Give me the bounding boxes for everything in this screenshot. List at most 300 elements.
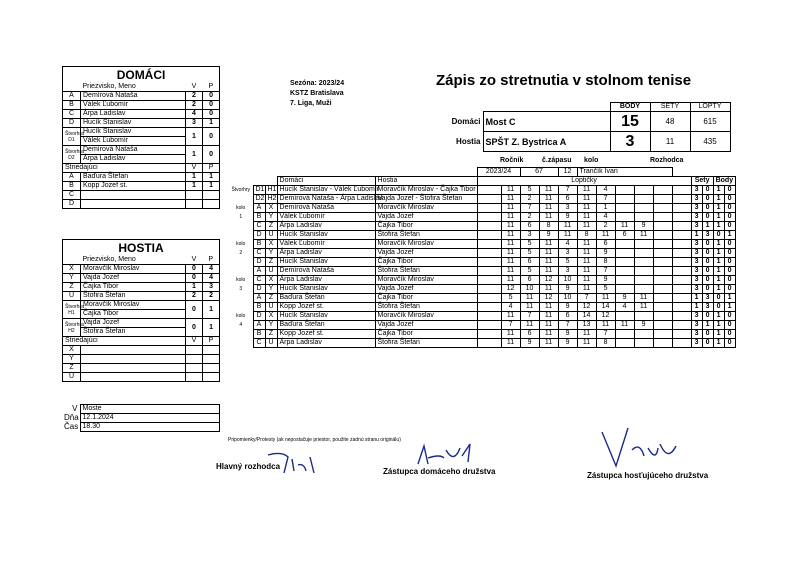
match-result: 1 <box>713 330 724 339</box>
match-score <box>615 186 634 195</box>
match-score: 11 <box>634 231 653 240</box>
match-score <box>653 285 672 294</box>
rocnik-label: Ročník <box>500 157 524 164</box>
match-score <box>653 294 672 303</box>
guest-doubles-losses: 1 <box>203 301 220 319</box>
home-sub-key: C <box>63 191 81 200</box>
match-result: 0 <box>724 312 735 321</box>
match-score <box>615 213 634 222</box>
match-home-code: B <box>253 330 265 339</box>
guest-player-losses: 2 <box>203 292 220 301</box>
date-label: Dňa <box>64 413 79 422</box>
match-result: 3 <box>691 321 702 330</box>
home-sets: 48 <box>650 112 690 132</box>
match-row <box>229 294 735 303</box>
match-score: 9 <box>634 222 653 231</box>
home-doubles-name: Árpa Ladislav <box>81 155 186 164</box>
match-guest-player: Čajka Tibor <box>375 258 477 267</box>
home-player-key: B <box>63 101 81 110</box>
match-guest-code: Y <box>265 213 277 222</box>
match-result: 3 <box>691 249 702 258</box>
match-spacer <box>477 312 501 321</box>
match-result: 1 <box>713 285 724 294</box>
match-guest-code: Y <box>265 285 277 294</box>
match-score: 12 <box>577 303 596 312</box>
match-score: 9 <box>558 285 577 294</box>
match-result: 1 <box>713 240 724 249</box>
match-score: 11 <box>539 240 558 249</box>
home-player-row <box>63 101 220 110</box>
match-score: 5 <box>501 294 520 303</box>
match-row <box>229 303 735 312</box>
doubles-code: D1 <box>68 136 75 143</box>
match-spacer <box>477 321 501 330</box>
guest-balls: 435 <box>690 132 730 152</box>
match-spacer <box>477 213 501 222</box>
match-score <box>672 285 691 294</box>
home-balls: 615 <box>690 112 730 132</box>
match-score <box>653 213 672 222</box>
match-row <box>229 276 735 285</box>
match-home-player: Baďura Štefan <box>277 294 375 303</box>
match-score: 11 <box>596 231 615 240</box>
match-result: 3 <box>691 186 702 195</box>
match-score: 11 <box>501 330 520 339</box>
match-result: 1 <box>713 339 724 348</box>
match-guest-code: U <box>265 339 277 348</box>
match-score: 11 <box>501 222 520 231</box>
home-sub-losses: 1 <box>203 173 220 182</box>
match-spacer <box>477 204 501 213</box>
home-player-wins: 4 <box>186 110 203 119</box>
match-row <box>229 222 735 231</box>
match-score: 11 <box>577 339 596 348</box>
match-result: 0 <box>724 258 735 267</box>
matches-table <box>229 167 736 348</box>
match-guest-player: Moravčík Miroslav - Čajka Tibor <box>375 186 477 195</box>
match-score: 11 <box>615 321 634 330</box>
venue-value: Moste <box>80 405 219 414</box>
home-player-wins: 3 <box>186 119 203 128</box>
match-result: 0 <box>724 204 735 213</box>
match-home-code: C <box>253 276 265 285</box>
guest-player-name: Vajda Jozef <box>81 274 186 283</box>
guest-player-losses: 4 <box>203 265 220 274</box>
match-result: 1 <box>713 312 724 321</box>
guest-sub-wins <box>186 355 203 364</box>
match-result: 0 <box>724 339 735 348</box>
match-result: 1 <box>702 222 713 231</box>
match-score <box>653 276 672 285</box>
match-score: 11 <box>501 276 520 285</box>
match-result: 0 <box>702 186 713 195</box>
guest-player-key: Y <box>63 274 81 283</box>
match-result: 1 <box>713 321 724 330</box>
match-result: 3 <box>691 222 702 231</box>
guest-player-name: Moravčík Miroslav <box>81 265 186 274</box>
guest-sub-key: U <box>63 373 81 382</box>
match-score: 7 <box>520 312 539 321</box>
match-spacer <box>477 339 501 348</box>
season-info <box>290 79 344 109</box>
match-score <box>615 330 634 339</box>
guest-sub-name <box>81 364 186 373</box>
match-result: 0 <box>724 186 735 195</box>
match-guest-player: Moravčík Miroslav <box>375 204 477 213</box>
match-home-player: Hucík Stanislav <box>277 258 375 267</box>
referee-signature-label: Hlavný rozhodca <box>216 462 281 471</box>
match-guest-code: Z <box>265 294 277 303</box>
home-doubles-key <box>63 146 84 164</box>
match-result: 0 <box>702 285 713 294</box>
match-score <box>672 321 691 330</box>
match-row <box>229 186 735 195</box>
match-guest-player: Štofira Štefan <box>375 303 477 312</box>
doubles-code: D2 <box>68 154 75 161</box>
match-score: 11 <box>539 303 558 312</box>
match-score: 8 <box>596 339 615 348</box>
match-score: 5 <box>520 267 539 276</box>
match-group: kolo <box>236 241 246 247</box>
match-home-player: Árpa Ladislav <box>277 249 375 258</box>
match-score <box>672 249 691 258</box>
doubles-label: Štvorhra <box>65 321 84 328</box>
match-spacer <box>477 303 501 312</box>
guest-subs-label: Striedajúci <box>63 337 186 346</box>
match-score <box>653 312 672 321</box>
match-score <box>653 204 672 213</box>
home-doubles-wins: 1 <box>186 128 203 146</box>
match-guest-code: X <box>265 240 277 249</box>
doubles-label: Štvorhra <box>65 148 84 155</box>
match-group <box>229 267 253 276</box>
match-score: 7 <box>558 186 577 195</box>
match-spacer <box>477 249 501 258</box>
home-player-key: D <box>63 119 81 128</box>
guest-doubles-key <box>63 319 84 337</box>
match-row <box>229 258 735 267</box>
match-result: 3 <box>702 294 713 303</box>
match-guest-code: U <box>265 303 277 312</box>
match-result: 0 <box>724 267 735 276</box>
match-score: 5 <box>520 249 539 258</box>
match-guest-code: H2 <box>265 195 277 204</box>
match-result: 0 <box>724 222 735 231</box>
guest-col-name: Priezvisko, Meno <box>82 256 136 263</box>
guest-sub-name <box>81 355 186 364</box>
match-score: 7 <box>596 330 615 339</box>
match-spacer <box>477 231 501 240</box>
guest-player-wins: 1 <box>186 283 203 292</box>
venue-box <box>62 404 220 432</box>
match-result: 0 <box>702 276 713 285</box>
match-score: 7 <box>520 204 539 213</box>
match-score <box>672 258 691 267</box>
match-score <box>672 240 691 249</box>
match-result: 1 <box>713 267 724 276</box>
guest-player-row <box>63 274 220 283</box>
match-score: 11 <box>501 339 520 348</box>
rozhodca-value: Trančík Ivan <box>577 168 672 177</box>
match-score: 11 <box>577 330 596 339</box>
guest-doubles-name: Moravčík Miroslav <box>81 301 186 310</box>
match-score <box>653 339 672 348</box>
guest-player-name: Čajka Tibor <box>81 283 186 292</box>
page-title: Zápis zo stretnutia v stolnom tenise <box>436 72 692 89</box>
match-result: 3 <box>691 267 702 276</box>
match-result: 0 <box>702 267 713 276</box>
match-guest-player: Vajda Jozef <box>375 321 477 330</box>
match-score <box>653 258 672 267</box>
match-score <box>653 321 672 330</box>
match-row <box>229 204 735 213</box>
guest-players-box <box>62 239 220 382</box>
match-score: 11 <box>558 231 577 240</box>
home-rep-signature-label: Zástupca domáceho družstva <box>383 467 496 476</box>
match-guest-player: Štofira Štefan <box>375 267 477 276</box>
match-row <box>229 240 735 249</box>
guest-rep-signature <box>596 422 686 472</box>
match-score <box>634 240 653 249</box>
match-result: 0 <box>724 195 735 204</box>
home-doubles-losses: 0 <box>203 146 220 164</box>
match-score <box>634 312 653 321</box>
home-player-row <box>63 119 220 128</box>
home-player-name: Árpa Ladislav <box>81 110 186 119</box>
match-score: 9 <box>596 249 615 258</box>
match-score <box>653 303 672 312</box>
match-home-code: A <box>253 294 265 303</box>
match-result: 1 <box>724 231 735 240</box>
match-score <box>672 222 691 231</box>
match-row <box>229 213 735 222</box>
match-guest-player: Čajka Tibor <box>375 294 477 303</box>
match-home-code: B <box>253 213 265 222</box>
match-score: 11 <box>577 267 596 276</box>
match-score: 11 <box>577 195 596 204</box>
match-score: 5 <box>520 240 539 249</box>
col-p: P <box>203 83 220 92</box>
match-group <box>229 231 253 240</box>
guest-team: SPŠT Z. Bystrica A <box>483 132 610 152</box>
match-score: 11 <box>501 240 520 249</box>
match-score: 4 <box>615 303 634 312</box>
home-player-name: Válek Ľubomír <box>81 101 186 110</box>
match-score: 11 <box>596 294 615 303</box>
match-score: 9 <box>596 276 615 285</box>
match-score <box>672 276 691 285</box>
match-home-code: D <box>253 285 265 294</box>
match-score: 2 <box>520 195 539 204</box>
home-subs-label: Striedajúci <box>63 164 186 173</box>
match-score: 4 <box>596 186 615 195</box>
match-score: 7 <box>596 195 615 204</box>
match-result: 1 <box>713 249 724 258</box>
match-score: 9 <box>558 330 577 339</box>
match-score: 11 <box>539 195 558 204</box>
guest-doubles-key <box>63 301 84 319</box>
venue-label: V <box>72 404 78 413</box>
home-player-wins: 2 <box>186 92 203 101</box>
match-home-player: Árpa Ladislav <box>277 339 375 348</box>
home-sub-wins <box>186 191 203 200</box>
match-home-code: A <box>253 321 265 330</box>
guest-player-row <box>63 283 220 292</box>
match-result: 1 <box>713 258 724 267</box>
match-score: 11 <box>539 267 558 276</box>
match-row <box>229 312 735 321</box>
match-score: 6 <box>558 195 577 204</box>
match-score: 7 <box>577 294 596 303</box>
match-home-player: Árpa Ladislav <box>277 276 375 285</box>
match-score <box>634 276 653 285</box>
guest-player-name: Štofira Štefan <box>81 292 186 301</box>
match-score: 5 <box>520 186 539 195</box>
match-score: 11 <box>501 258 520 267</box>
col-v: V <box>191 256 197 263</box>
match-score <box>672 195 691 204</box>
col-lopty: LOPTY <box>690 103 730 112</box>
match-score <box>634 213 653 222</box>
match-guest-code: X <box>265 204 277 213</box>
match-spacer <box>477 294 501 303</box>
match-result: 1 <box>713 195 724 204</box>
match-home-player: Hucík Stanislav <box>277 312 375 321</box>
home-sub-key: A <box>63 173 81 182</box>
match-result: 1 <box>713 186 724 195</box>
match-score: 14 <box>577 312 596 321</box>
guest-sub-losses <box>203 373 220 382</box>
match-result: 3 <box>702 231 713 240</box>
match-guest-player: Moravčík Miroslav <box>375 240 477 249</box>
match-score: 12 <box>539 276 558 285</box>
match-score: 9 <box>539 231 558 240</box>
match-score: 5 <box>558 258 577 267</box>
match-result: 3 <box>691 276 702 285</box>
match-score: 11 <box>501 267 520 276</box>
home-rep-signature <box>410 436 480 468</box>
match-spacer <box>477 267 501 276</box>
match-score: 11 <box>539 312 558 321</box>
home-doubles-name: Hucík Stanislav <box>81 128 186 137</box>
doubles-label: Štvorhra <box>65 303 84 310</box>
home-player-losses: 0 <box>203 101 220 110</box>
match-score <box>672 213 691 222</box>
match-row <box>229 195 735 204</box>
match-score <box>634 330 653 339</box>
home-doubles-wins: 1 <box>186 146 203 164</box>
guest-sub-name <box>81 373 186 382</box>
match-result: 1 <box>724 294 735 303</box>
match-score <box>615 339 634 348</box>
match-score: 8 <box>596 258 615 267</box>
match-score <box>672 312 691 321</box>
match-group: Štvorhry <box>231 187 251 193</box>
match-guest-code: U <box>265 231 277 240</box>
match-home-code: D <box>253 312 265 321</box>
match-result: 0 <box>724 249 735 258</box>
home-sub-name: Kopp Jozef st. <box>81 182 186 191</box>
match-score: 3 <box>558 249 577 258</box>
match-group <box>229 330 253 339</box>
match-group: kolo <box>236 277 246 283</box>
match-home-code: D2 <box>253 195 265 204</box>
match-result: 1 <box>713 204 724 213</box>
match-score: 11 <box>520 294 539 303</box>
match-score: 10 <box>558 276 577 285</box>
match-score: 11 <box>577 249 596 258</box>
home-sub-key: D <box>63 200 81 209</box>
match-spacer <box>477 195 501 204</box>
match-result: 0 <box>702 249 713 258</box>
match-score: 11 <box>501 195 520 204</box>
col-body-m: Body <box>713 177 735 186</box>
match-score: 11 <box>634 303 653 312</box>
match-score: 10 <box>520 285 539 294</box>
match-home-player: Demírová Nataša - Árpa Ladislav <box>277 195 375 204</box>
match-score <box>634 267 653 276</box>
guest-sub-key: Z <box>63 364 81 373</box>
match-home-code: D <box>253 258 265 267</box>
match-score: 7 <box>501 321 520 330</box>
guest-points: 3 <box>610 132 650 152</box>
match-result: 3 <box>691 213 702 222</box>
guest-player-wins: 0 <box>186 265 203 274</box>
zapis-label: č.zápasu <box>542 157 572 164</box>
match-score: 11 <box>539 186 558 195</box>
match-score: 11 <box>539 285 558 294</box>
match-score <box>653 330 672 339</box>
col-v: V <box>191 83 197 90</box>
match-score: 11 <box>577 204 596 213</box>
match-score <box>672 267 691 276</box>
match-score <box>672 186 691 195</box>
guest-doubles-wins: 0 <box>186 301 203 319</box>
match-home-code: C <box>253 249 265 258</box>
guest-label: Hostia <box>456 136 481 146</box>
match-result: 0 <box>702 312 713 321</box>
match-row <box>229 249 735 258</box>
match-group: kolo <box>236 205 246 211</box>
match-group <box>229 195 253 204</box>
home-sub-wins: 1 <box>186 182 203 191</box>
col-domaci: Domáci <box>277 177 375 186</box>
home-sub-key: B <box>63 182 81 191</box>
match-score <box>672 294 691 303</box>
match-guest-player: Štofira Štefan <box>375 339 477 348</box>
match-score <box>634 186 653 195</box>
match-guest-player: Čajka Tibor <box>375 330 477 339</box>
match-score: 14 <box>596 303 615 312</box>
home-sub-wins <box>186 200 203 209</box>
match-result: 0 <box>713 303 724 312</box>
guest-rep-signature-label: Zástupca hosťujúceho družstva <box>587 471 709 480</box>
match-score <box>634 339 653 348</box>
match-row <box>229 285 735 294</box>
home-player-losses: 0 <box>203 110 220 119</box>
guest-doubles-losses: 1 <box>203 319 220 337</box>
match-score: 4 <box>501 303 520 312</box>
match-guest-code: Z <box>265 258 277 267</box>
match-guest-code: Z <box>265 330 277 339</box>
match-score: 6 <box>520 258 539 267</box>
match-result: 3 <box>691 204 702 213</box>
match-score: 12 <box>596 312 615 321</box>
match-score <box>615 276 634 285</box>
match-result: 3 <box>691 312 702 321</box>
match-score: 8 <box>577 231 596 240</box>
guest-sub-losses <box>203 346 220 355</box>
